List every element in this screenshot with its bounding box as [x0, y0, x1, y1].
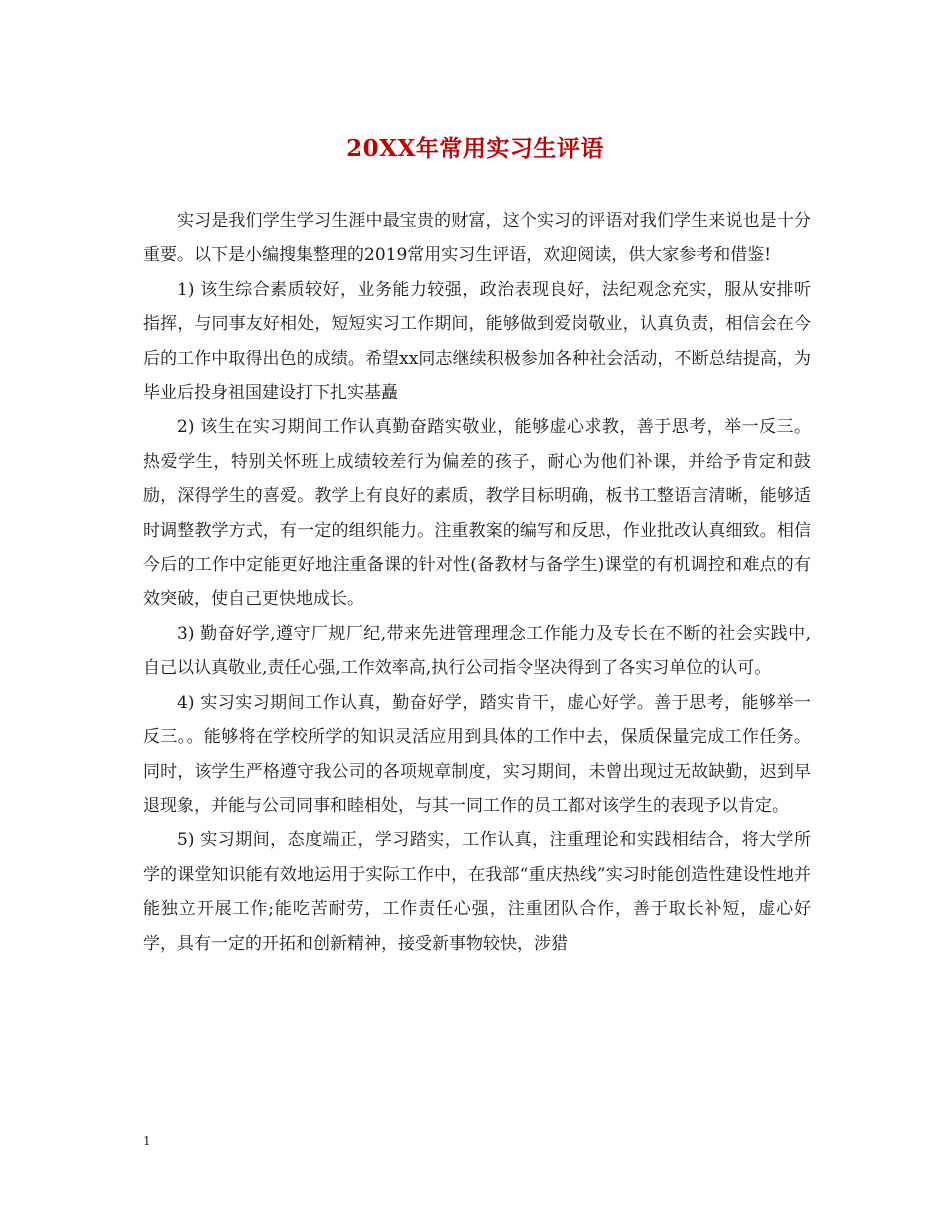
comment-paragraph-3: 3) 勤奋好学,遵守厂规厂纪,带来先进管理理念工作能力及专长在不断的社会实践中,自己以认真敬业,责任心强,工作效率高,执行公司指令坚决得到了各实习单位的认可。: [143, 623, 811, 679]
document-title: 20XX年常用实习生评语: [346, 135, 604, 162]
comment-paragraph-4: 4) 实习实习期间工作认真，勤奋好学，踏实肯干，虚心好学。善于思考，能够举一反三。。能够将在学校所学的知识灵活应用到具体的工作中去，保质保量完成工作任务。同时，该学生严格遵守我公司的各项规章制度，实习期间，未曾出现过无故缺勤，迟到早退现象，并能与公司同事和睦相处，与其一同工作的员工都对该学生的表现予以肯定。: [143, 692, 811, 816]
intro-paragraph: 实习是我们学生学习生涯中最宝贵的财富，这个实习的评语对我们学生来说也是十分重要。以下是小编搜集整理的2019常用实习生评语，欢迎阅读，供大家参考和借鉴!: [143, 211, 811, 266]
page-number: 1: [143, 1134, 151, 1148]
document-body: [143, 204, 811, 961]
comment-paragraph-2: 2) 该生在实习期间工作认真勤奋踏实敬业，能够虚心求教，善于思考，举一反三。热爱学生，特别关怀班上成绩较差行为偏差的孩子，耐心为他们补课，并给予肯定和鼓励，深得学生的喜爱。教学上有良好的素质，教学目标明确，板书工整语言清晰，能够适时调整教学方式，有一定的组织能力。注重教案的编写和反思，作业批改认真细致。相信今后的工作中定能更好地注重备课的针对性(备教材与备学生)课堂的有机调控和难点的有效突破，使自己更快地成长。: [143, 417, 811, 610]
comment-paragraph-5: 5) 实习期间，态度端正，学习踏实，工作认真，注重理论和实践相结合，将大学所学的课堂知识能有效地运用于实际工作中，在我部“重庆热线”实习时能创造性建设性地并能独立开展工作;能吃苦耐劳，工作责任心强，注重团队合作，善于取长补短，虚心好学，具有一定的开拓和创新精神，接受新事物较快，涉猎: [143, 830, 811, 954]
comment-paragraph-1: 1) 该生综合素质较好，业务能力较强，政治表现良好，法纪观念充实，服从安排听指挥，与同事友好相处，短短实习工作期间，能够做到爱岗敬业，认真负责，相信会在今后的工作中取得出色的成绩。希望xx同志继续积极参加各种社会活动，不断总结提高，为毕业后投身祖国建设打下扎实基矗: [143, 279, 811, 404]
